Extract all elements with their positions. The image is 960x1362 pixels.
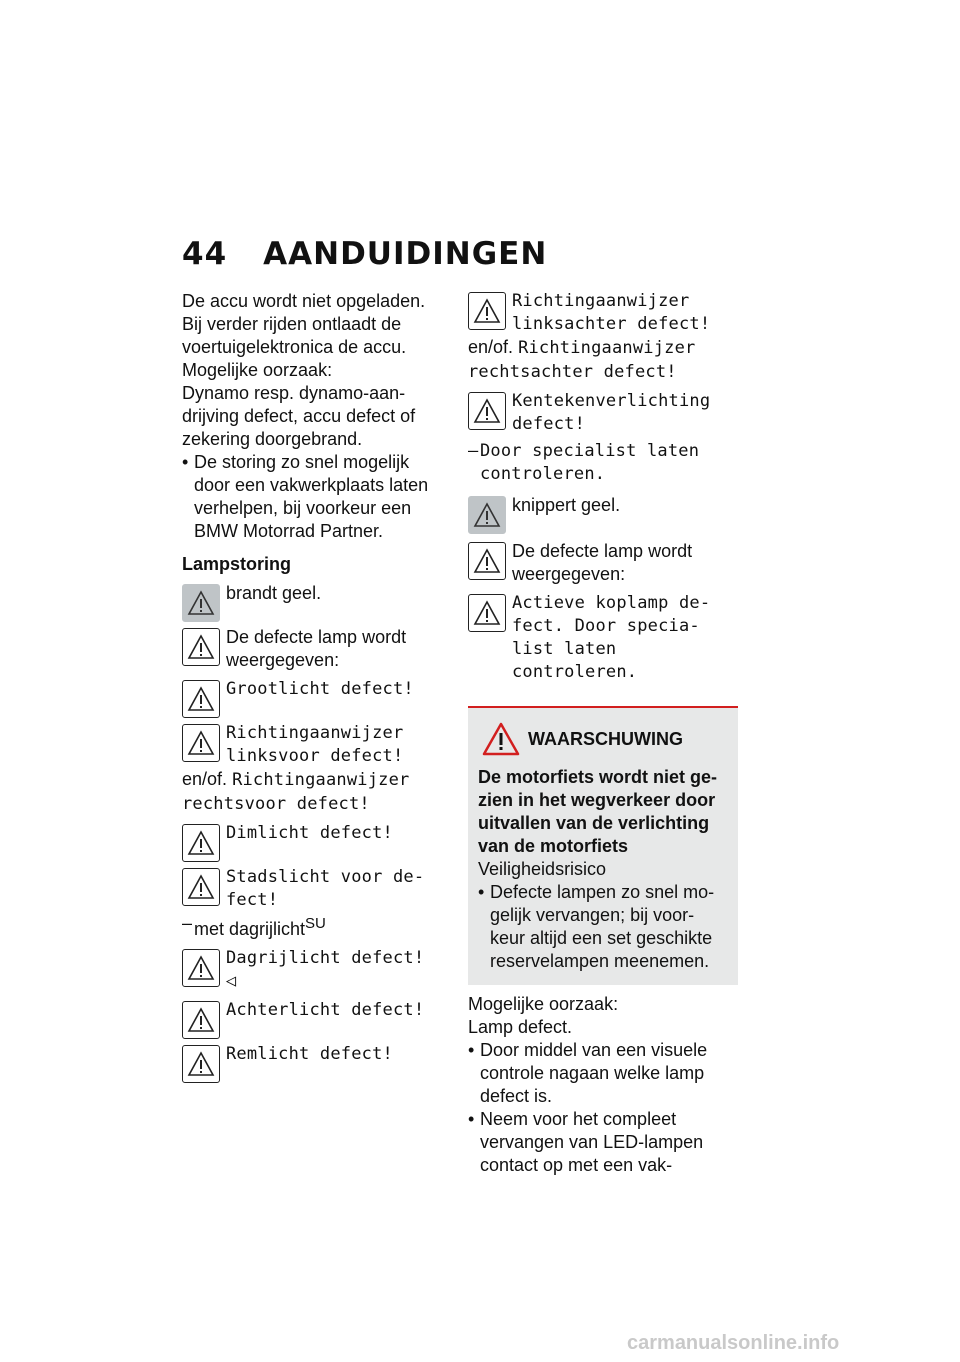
left-column — [182, 290, 444, 1081]
indicator-turn-rear-left — [468, 290, 738, 336]
msg-turn-rear-right: Richtingaanwijzer rechtsachter defect! — [468, 338, 696, 382]
indicator-flashing-yellow — [468, 494, 738, 532]
msg-tail-light: Achterlicht defect! — [226, 1000, 425, 1020]
indicator-lamp-shown — [182, 626, 444, 672]
warning-triangle-icon — [182, 680, 220, 718]
indicator-high-beam — [182, 678, 444, 716]
warning-box — [468, 706, 738, 985]
indicator-adaptive-headlight — [468, 592, 738, 684]
cause-label-right: Mogelijke oorzaak: — [468, 994, 619, 1014]
warning-triangle-icon — [182, 1001, 220, 1039]
indicator-tail-light — [182, 999, 444, 1037]
warning-triangle-icon — [182, 949, 220, 987]
warning-label: WAARSCHUWING — [528, 728, 683, 749]
indicator-parking-light — [182, 866, 444, 912]
warning-bullet: • Defecte lampen zo snel mo-gelijk vervangen; bij voor-keur altijd een set geschikte reservelampen meenemen. — [478, 881, 728, 973]
page-number: 44 — [182, 236, 228, 272]
warning-triangle-icon — [468, 496, 506, 534]
warning-triangle-icon — [468, 292, 506, 330]
right-column — [468, 290, 738, 1177]
instruction-bullet-1: • Door middel van een visuele controle nagaan welke lamp defect is. — [468, 1039, 738, 1108]
page-header — [182, 236, 547, 272]
warning-heading: De motorfiets wordt niet ge-zien in het wegverkeer door uitvallen van de verlichting van de motorfiets — [478, 767, 718, 856]
flashes-yellow-text: knippert geel. — [512, 495, 621, 515]
warning-triangle-icon — [468, 392, 506, 430]
msg-turn-rear-left: Richtingaanwijzer linksachter defect! — [512, 291, 711, 334]
warning-red-triangle-icon — [482, 722, 520, 756]
msg-plate-light: Kentekenverlichting defect! — [512, 391, 711, 434]
lights-yellow-text: brandt geel. — [226, 583, 322, 603]
drl-superscript: SU — [305, 915, 326, 932]
section-title-lampstoring: Lampstoring — [182, 554, 292, 574]
andor-text: en/of. — [468, 337, 514, 357]
indicator-brake-light — [182, 1043, 444, 1081]
warning-risk: Veiligheidsrisico — [478, 859, 607, 879]
warning-triangle-icon — [182, 628, 220, 666]
msg-turn-front-right: Richtingaanwijzer rechtsvoor defect! — [182, 770, 410, 814]
with-drl-text: met dagrijlicht — [194, 919, 306, 939]
andor-line — [182, 768, 444, 816]
specialist-instruction: – Door specialist laten controleren. — [468, 440, 738, 486]
indicator-yellow-lamp — [182, 582, 444, 620]
warning-header — [478, 722, 728, 756]
andor-text: en/of. — [182, 769, 228, 789]
cause-label: Mogelijke oorzaak: — [182, 360, 333, 380]
lamp-shown-text-right: De defecte lamp wordt weergegeven: — [512, 541, 693, 584]
indicator-low-beam — [182, 822, 444, 860]
instruction-bullet: • De storing zo snel mogelijk door een vakwerkplaats laten verhelpen, bij voorkeur een BMW Motorrad Partner. — [182, 451, 444, 543]
intro-line-2: Bij verder rijden ontlaadt de voertuigelektronica de accu. — [182, 314, 407, 357]
page-title: AANDUIDINGEN — [263, 236, 548, 272]
intro-line-1: De accu wordt niet opgeladen. — [182, 291, 426, 311]
msg-drl-text: Dagrijlicht defect! — [226, 948, 425, 968]
warning-triangle-icon — [182, 1045, 220, 1083]
cause-text-right: Lamp defect. — [468, 1017, 573, 1037]
end-marker-icon: ◁ — [226, 971, 237, 991]
indicator-drl — [182, 947, 444, 993]
msg-adaptive-headlight: Actieve koplamp de-fect. Door specia-list laten controleren. — [512, 593, 711, 682]
msg-high-beam: Grootlicht defect! — [226, 679, 414, 699]
warning-triangle-icon — [468, 594, 506, 632]
msg-drl — [226, 947, 444, 993]
warning-triangle-icon — [182, 868, 220, 906]
warning-triangle-icon — [182, 824, 220, 862]
indicator-lamp-shown-right — [468, 540, 738, 586]
watermark: carmanualsonline.info — [627, 1332, 840, 1354]
lamp-shown-text: De defecte lamp wordt weergegeven: — [226, 627, 407, 670]
indicator-turn-front-left — [182, 722, 444, 768]
msg-turn-front-left: Richtingaanwijzer linksvoor defect! — [226, 723, 404, 766]
msg-parking-light: Stadslicht voor de-fect! — [226, 867, 425, 910]
warning-triangle-icon — [182, 724, 220, 762]
msg-low-beam: Dimlicht defect! — [226, 823, 393, 843]
instruction-bullet-2: • Neem voor het compleet vervangen van LED-lampen contact op met een vak- — [468, 1108, 738, 1177]
with-drl-line — [182, 912, 444, 941]
msg-brake-light: Remlicht defect! — [226, 1044, 393, 1064]
warning-triangle-icon — [182, 584, 220, 622]
cause-text: Dynamo resp. dynamo-aan-drijving defect, accu defect of zekering doorgebrand. — [182, 383, 416, 449]
andor-line-right — [468, 336, 738, 384]
warning-triangle-icon — [468, 542, 506, 580]
indicator-plate-light — [468, 390, 738, 436]
